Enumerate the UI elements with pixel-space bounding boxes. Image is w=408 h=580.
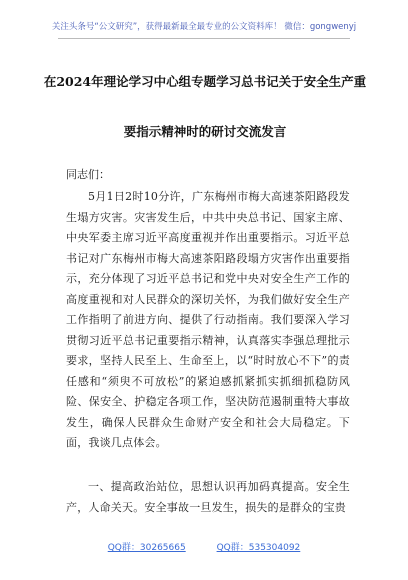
document-title-line-1: 在2024年理论学习中心组专题学习总书记关于安全生产重: [43, 74, 367, 89]
qq-group-link[interactable]: QQ群：535304092: [216, 543, 301, 553]
qq-group-link[interactable]: QQ群：30265665: [107, 543, 186, 553]
header-note: 关注头条号“公文研究”，获得最新最全最专业的公文资料库！ 微信：gongwenyj: [51, 22, 357, 32]
footer: [0, 540, 408, 553]
document-title-line-2: 要指示精神时的研讨交流发言: [123, 124, 287, 139]
header-divider: [58, 38, 350, 39]
body-paragraph: 5月1日2时10分许，广东梅州市梅大高速茶阳路段发生塌方灾害。灾害发生后，中共中央总书记、国家主席、中央军委主席习近平高度重视并作出重要指示。习近平总书记对广东梅州市梅大高速茶阳路段塌方灾害作出重要指示，充分体现了习近平总书记和党中央对安全生产工作的高度重视和对人民群众的深切关怀，为我们做好安全生产工作指明了前进方向、提供了行动指南。我们要深入学习贯彻习近平总书记重要指示精神，认真落实李强总理批示要求，坚持人民至上、生命至上，以“时时放心不下”的责任感和“须臾不可放松”的紧迫感抓紧抓实抓细抓稳防风险、保安全、护稳定各项工作，坚决防范遏制重特大事故发生，确保人民群众生命财产安全和社会大局稳定。下面，我谈几点体会。: [66, 190, 350, 449]
body-paragraph: 一、提高政治站位，思想认识再加码真提高。安全生产，人命关天。安全事故一旦发生，损失的是群众的宝贵: [66, 480, 350, 514]
greeting: 同志们：: [66, 168, 110, 181]
